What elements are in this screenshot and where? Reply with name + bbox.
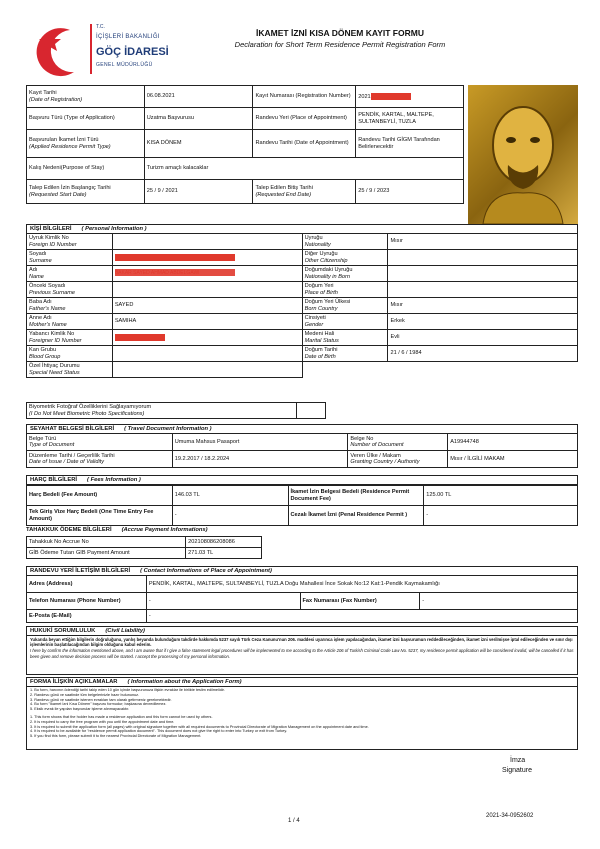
req-end-label: Talep Edilen Bitiş Tarihi (255, 185, 313, 191)
address-value: PENDİK, KARTAL, MALTEPE, SULTANBEYLİ, TUZLA Doğu Mahallesi İnce Sokak No:12 Kat:1-Pendik Kaymakamlığı (146, 576, 577, 593)
req-start-value: 25 / 9 / 2021 (144, 180, 253, 204)
doc-type-en: Type of Document (29, 442, 75, 448)
nationality-label: Uyruğu (304, 235, 323, 241)
marital-value: Evli (388, 330, 578, 346)
redaction-bar (115, 269, 235, 276)
birth-place-en: Place of Birth (304, 289, 338, 296)
foreigner-id-en: Foreigner ID Number (29, 337, 82, 344)
father-label: Baba Adı (29, 299, 52, 305)
page-number: 1 / 4 (288, 818, 300, 824)
mother-en: Mother's Name (29, 321, 67, 328)
mother-label: Anne Adı (29, 315, 52, 321)
fax-label: Fax Numarası (Fax Number) (300, 593, 420, 610)
validity-value: 19.2.2017 / 18.2.2024 (172, 451, 348, 468)
req-end-value: 25 / 9 / 2023 (356, 180, 464, 204)
phone-value: - (146, 593, 300, 610)
accrue-section-title: TAHAKKUK ÖDEME BİLGİLERİ (Accrue Payment Informations) (26, 526, 578, 534)
birth-nat-label: Doğumdaki Uyruğu (304, 267, 353, 273)
blood-value (112, 346, 302, 362)
form-subtitle: Declaration for Short Term Residence Permit Registration Form (234, 40, 446, 49)
bio-label: Biyometrik Fotoğraf Özelliklerini Sağlayamıyorum (29, 404, 152, 410)
personal-section-title: KİŞİ BİLGİLERİ ( Personal Information ) (26, 224, 578, 234)
birth-place-label: Doğum Yeri (304, 283, 334, 289)
app-type-value: Uzatma Başvurusu (144, 108, 253, 130)
permit-type-label: Başvurulan İkamet İzni Türü (29, 137, 99, 143)
explanation-en-5: 5. If you find this form, please submit it to the nearest Provincial Directorate of Migration Management. (30, 734, 202, 739)
special-label: Özel İhtiyaç Durumu (29, 363, 80, 369)
special-value (112, 362, 302, 378)
phone-label: Telefon Numarası (Phone Number) (27, 593, 147, 610)
birth-place-value (388, 282, 578, 298)
explanation-en-1: 1. This form shows that the holder has made a residence application and this form cannot be used by others. (30, 714, 213, 719)
dob-label: Doğum Tarihi (304, 347, 338, 353)
doc-type-label: Belge Türü (29, 435, 57, 442)
explanation-tr-4: 4. Bu form "İkamet İzni Kısa Dönem" başvuru formudur; başkasına devredilemez. (30, 702, 167, 707)
visa-fee-value: - (172, 506, 288, 526)
fee-label: Harç Bedeli (Fee Amount) (27, 486, 173, 506)
person-portrait-icon (468, 85, 578, 224)
surname-value (112, 250, 302, 266)
marital-label: Medeni Hali (304, 331, 335, 337)
logo-divider (90, 24, 92, 74)
explanation-en-4: 4. It is required to be available for "residence permit application document". This document does not give the right to enter into Turkey or exit from Turkey. (30, 729, 288, 734)
foreigner-id-value (112, 330, 302, 346)
appt-place-value: PENDİK, KARTAL, MALTEPE, SULTANBEYLİ, TUZLA (356, 108, 464, 130)
form-title: İKAMET İZNİ KISA DÖNEM KAYIT FORMU (256, 28, 424, 38)
foreign-id-en: Foreign ID Number (29, 241, 77, 248)
birth-country-value: Mısır (388, 298, 578, 314)
email-label: E-Posta (E-Mail) (27, 610, 147, 623)
fees-table (26, 485, 578, 526)
other-cit-value (388, 250, 578, 266)
explanations-text (26, 686, 578, 750)
dob-en: Date of Birth (304, 353, 336, 360)
redaction-bar (115, 334, 165, 341)
father-en: Father's Name (29, 305, 66, 312)
reg-date-en: (Date of Registration) (29, 96, 83, 103)
contact-section-title: RANDEVU YERİ İLETİŞİM BİLGİLERİ ( Contact Informations of Place of Appointment) (26, 566, 578, 576)
purpose-label: Kalış Nedeni(Purpose of Stay) (27, 158, 145, 180)
bio-checkbox[interactable] (297, 403, 326, 419)
birth-country-label: Doğum Yeri Ülkesi (304, 299, 351, 305)
name-value (112, 266, 302, 282)
biometric-table (26, 402, 326, 419)
blood-label: Kan Grubu (29, 347, 57, 353)
surname-en: Surname (29, 257, 52, 264)
applicant-photo (468, 85, 578, 224)
doc-no-en: Number of Document (350, 442, 404, 448)
penal-value: - (424, 506, 578, 526)
surname-label: Soyadı (29, 251, 47, 257)
fees-section-title: HARÇ BİLGİLERİ ( Fees Information ) (26, 475, 578, 485)
appt-date-label: Randevu Tarihi (Date of Appointment) (253, 130, 356, 158)
doc-no-label: Belge No (350, 435, 374, 442)
penal-label: Cezalı İkamet İzni (Penal Residence Permit ) (288, 506, 424, 526)
appt-date-value: Randevu Tarihi GİGM Tarafından Belirlenecektir (356, 130, 464, 158)
fee-value: 146.03 TL (172, 486, 288, 506)
req-start-en: (Requested Start Date) (29, 191, 87, 198)
purpose-value: Turizm amaçlı kalacaklar (144, 158, 463, 180)
birth-nat-value (388, 266, 578, 282)
explanation-en-2: 2. It is required to carry the free program with you until the appointment date and time. (30, 719, 175, 724)
logo-line2: GÖÇ İDARESİ (96, 46, 169, 58)
application-table (26, 85, 464, 204)
nationality-en: Nationality (304, 241, 331, 248)
logo-line1: İÇİŞLERİ BAKANLIĞI (96, 34, 160, 40)
reg-no-value: 2021 (358, 93, 371, 100)
prev-surname-en: Previous Surname (29, 289, 76, 296)
logo-small: T.C. (96, 24, 105, 30)
accrue-table (26, 536, 262, 559)
authority-label: Veren Ülke / Makam (350, 452, 401, 459)
foreign-id-value (112, 234, 302, 250)
accrue-no-value: 202108086208086 (186, 537, 262, 548)
foreigner-id-label: Yabancı Kimlik No (29, 331, 75, 337)
explanations-section-title: FORMA İLİŞKİN AÇIKLAMALAR ( Information about the Application Form) (26, 677, 578, 687)
redaction-bar (115, 254, 235, 261)
logo-line3: GENEL MÜDÜRLÜĞÜ (96, 62, 153, 68)
prev-surname-label: Önceki Soyadı (29, 283, 66, 289)
explanation-tr-3: 3. Randevu günü ve saatinde istenen evrakları tam olarak getirmeniz gerekmektedir. (30, 697, 172, 702)
validity-label: Düzenleme Tarihi / Geçerlilik Tarihi (29, 452, 115, 459)
special-en: Special Need Status (29, 369, 80, 376)
reg-no-label: Kayıt Numarası (Registration Number) (253, 86, 356, 108)
email-value: - (146, 610, 577, 623)
appt-place-label: Randevu Yeri (Place of Appointment) (253, 108, 356, 130)
permit-type-value: KISA DÖNEM (144, 130, 253, 158)
dob-value: 21 / 6 / 1984 (388, 346, 578, 362)
name-label: Adı (29, 267, 38, 273)
doc-fee-label: İkamet İzin Belgesi Bedeli (Residence Permit Document Fee) (288, 486, 424, 506)
permit-type-en: (Applied Residence Permit Type) (29, 143, 111, 150)
accrue-no-label: Tahakkuk No Accrue No (27, 537, 186, 548)
req-end-en: (Requested End Date) (255, 191, 312, 198)
bio-en: (I Do Not Meet Biometric Photo Specifications) (29, 410, 145, 417)
doc-fee-value: 125.00 TL (424, 486, 578, 506)
ministry-logo (30, 22, 180, 80)
authority-en: Granting Country / Authority (350, 459, 420, 465)
prev-surname-value (112, 282, 302, 298)
signature-label-en: Signature (502, 767, 532, 774)
name-en: Name (29, 273, 44, 280)
document-number: 2021-34-0952602 (486, 813, 534, 819)
signature-label: İmza (510, 757, 526, 764)
validity-en: Date of Issue / Date of Validity (29, 459, 105, 465)
fax-value: - (420, 593, 578, 610)
reg-date-label: Kayıt Tarihi (29, 90, 57, 96)
accrue-amount-label: GİB Ödeme Tutarı GIB Payment Amount (27, 548, 186, 559)
mother-value: SAMIHA (112, 314, 302, 330)
reg-date-value: 06.08.2021 (144, 86, 253, 108)
foreign-id-label: Uyruk Kimlik No (29, 235, 69, 241)
other-cit-label: Diğer Uyruğu (304, 251, 338, 257)
personal-table (26, 233, 578, 378)
travel-table (26, 433, 578, 468)
doc-no-value: A19944748 (448, 434, 578, 451)
gender-value: Erkek (388, 314, 578, 330)
liability-text-en: I here by confirm the information mentioned above, and I am aware that if I give a false statement legal procedures will be implemented to me according to the Article 206 of Turkish Criminal Code Law No. 5237, my residence permit application will be considered invalid, will be cancelled if it has been given and remove decision process will be started. I accept the processing of my personal information. (30, 648, 574, 659)
address-label: Adres (Address) (27, 576, 147, 593)
birth-country-en: Born Country (304, 305, 338, 312)
authority-value: Mısır / İLGİLİ MAKAM (448, 451, 578, 468)
liability-text (26, 635, 578, 675)
explanation-tr-5: 5. Eksik evrak ile yapılan başvurular işleme alınmayacaktır. (30, 707, 130, 712)
explanation-tr-1: 1. Bu form, harcının ödendiği tarihi takip eden 10 gün içinde başvurunuza ilişkin evraklar ile birlikte teslim edilmelidir. (30, 688, 225, 692)
other-cit-en: Other Citizenship (304, 257, 348, 264)
travel-section-title: SEYAHAT BELGESİ BİLGİLERİ ( Travel Document Information ) (26, 424, 578, 434)
gender-en: Gender (304, 321, 324, 328)
liability-text-tr: Yukarıda beyan ettiğim bilgilerin doğruluğunu, yanlış beyanda bulunduğum takdirde hakkımda 5237 sayılı Türk Ceza Kanunu'nun 206. maddesi uyarınca işlem yapılacağından, ikamet izni başvurumun reddedileceğinden, ikamet izni verilmişse iptal edileceğinden ve sınır dışı işlemlerinin başlatılacağından bilgim olduğunu kabul ederim. (30, 637, 573, 648)
explanation-en-3: 3. It is required to submit the application form (all pages) with original signature together with all required documents to Provincial Directorate of Migration Management on the appointment date and time. (30, 724, 369, 729)
redaction-bar (371, 93, 411, 100)
marital-en: Marital Status (304, 337, 339, 344)
app-type-label: Başvuru Türü (Type of Application) (27, 108, 145, 130)
blood-en: Blood Group (29, 353, 61, 360)
accrue-amount-value: 271.03 TL (186, 548, 262, 559)
crescent-star-icon (30, 22, 88, 80)
visa-fee-label: Tek Giriş Vize Harç Bedeli (One Time Entry Fee Amount) (27, 506, 173, 526)
liability-section-title: HUKUKİ SORUMLULUK (Civil Liability) (26, 626, 578, 636)
doc-type-value: Umuma Mahsus Pasaport (172, 434, 348, 451)
nationality-value: Mısır (388, 234, 578, 250)
explanation-tr-2: 2. Randevu günü ve saatinde tüm belgelerinizle hazır bulununuz. (30, 692, 140, 697)
gender-label: Cinsiyeti (304, 315, 326, 321)
req-start-label: Talep Edilen İzin Başlangıç Tarihi (29, 185, 111, 191)
father-value: SAYED (112, 298, 302, 314)
birth-nat-en: Nationality in Born (304, 273, 351, 280)
contact-table (26, 575, 578, 623)
